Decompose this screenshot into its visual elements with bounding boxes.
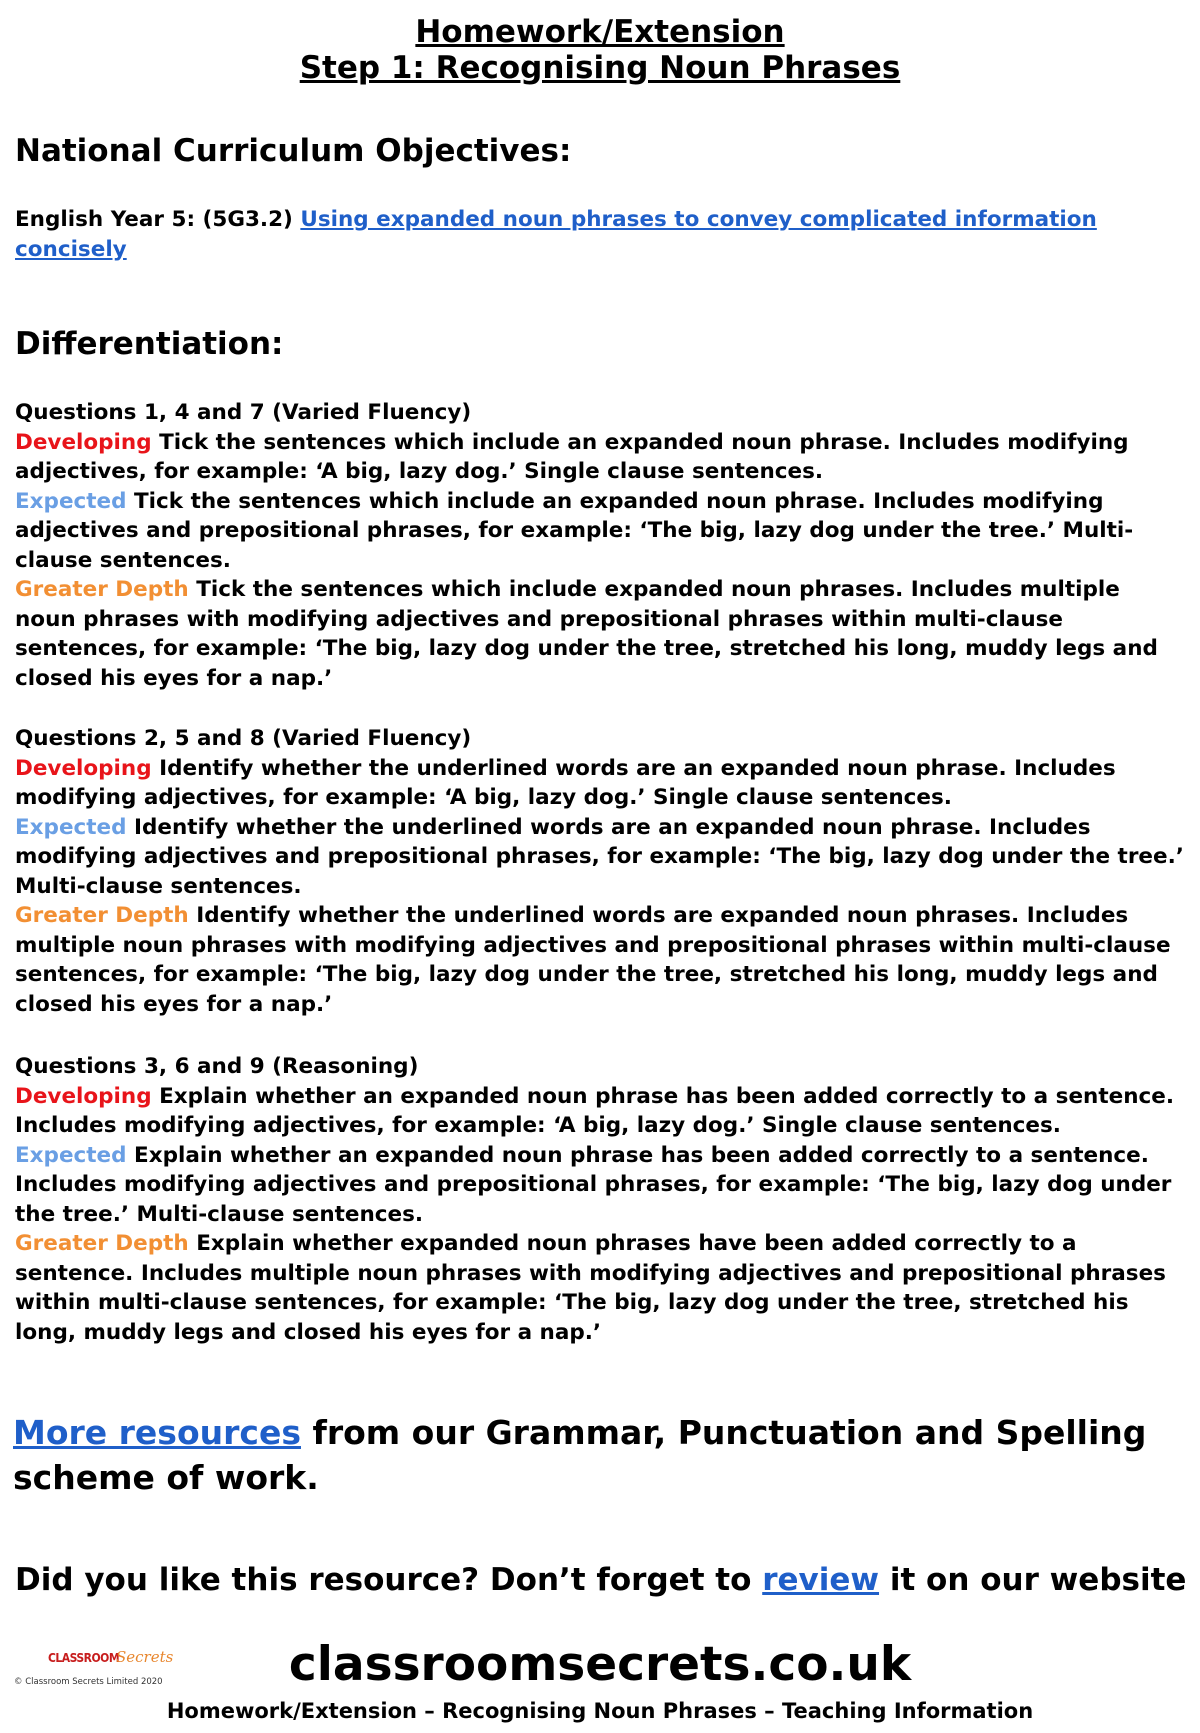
objective-text	[15, 205, 1185, 264]
objective-prefix: English Year 5: (5G3.2)	[15, 207, 301, 232]
more-resources-text: from our Grammar, Punctuation and Spelling scheme of work.	[13, 1413, 1147, 1497]
expected-row	[15, 487, 1187, 576]
site-url: classroomsecrets.co.uk	[288, 1637, 912, 1692]
logo-wordmark: CLASSROOM	[48, 1651, 120, 1665]
review-text-after: it on our website	[879, 1562, 1187, 1598]
question-group-1	[15, 398, 1187, 693]
page-subtitle: Step 1: Recognising Noun Phrases	[299, 50, 901, 86]
review-prompt	[15, 1560, 1195, 1600]
developing-text: Explain whether an expanded noun phrase has been added correctly to a sentence. Includes modifying adjectives, for example: ‘A big, lazy dog.’ Single clause sentences.	[15, 1083, 1174, 1138]
question-group-title: Questions 1, 4 and 7 (Varied Fluency)	[15, 400, 472, 425]
expected-label: Expected	[15, 1142, 127, 1168]
differentiation-heading: Differentiation:	[15, 326, 284, 362]
greater-depth-row	[15, 901, 1187, 1019]
expected-text: Tick the sentences which include an expanded noun phrase. Includes modifying adjectives and prepositional phrases, for example: ‘The big, lazy dog under the tree.’ Multi-clause sentences.	[15, 488, 1134, 573]
question-group-title: Questions 2, 5 and 8 (Varied Fluency)	[15, 726, 472, 751]
expected-text: Explain whether an expanded noun phrase has been added correctly to a sentence. Includes modifying adjectives and prepositional phrases, for example: ‘The big, lazy dog under the tree.’ Multi-clause sentences.	[15, 1142, 1172, 1227]
developing-row	[15, 754, 1187, 813]
developing-row	[15, 1082, 1187, 1141]
review-text-before: Did you like this resource? Don’t forget to	[15, 1562, 763, 1598]
greater-depth-label: Greater Depth	[15, 577, 189, 602]
question-group-3	[15, 1052, 1187, 1347]
objective-link[interactable]: Using expanded noun phrases to convey complicated information concisely	[15, 207, 1097, 262]
page-title: Homework/Extension	[415, 14, 785, 50]
question-group-title: Questions 3, 6 and 9 (Reasoning)	[15, 1054, 419, 1079]
greater-depth-text: Identify whether the underlined words are expanded noun phrases. Includes multiple noun phrases with modifying adjectives and prepositional phrases within multi-clause sentences, for example: ‘The big, lazy dog under the tree, stretched his long, muddy legs and closed his eyes for a nap.’	[15, 903, 1171, 1017]
expected-row	[15, 1141, 1187, 1230]
objectives-heading: National Curriculum Objectives:	[15, 133, 572, 169]
greater-depth-text: Tick the sentences which include expanded noun phrases. Includes multiple noun phrases with modifying adjectives and prepositional phrases within multi-clause sentences, for example: ‘The big, lazy dog under the tree, stretched his long, muddy legs and closed his eyes for a nap.’	[15, 577, 1158, 691]
greater-depth-label: Greater Depth	[15, 903, 189, 928]
developing-text: Tick the sentences which include an expanded noun phrase. Includes modifying adjectives, for example: ‘A big, lazy dog.’ Single clause sentences.	[15, 429, 1129, 484]
greater-depth-label: Greater Depth	[15, 1231, 189, 1256]
developing-label: Developing	[15, 429, 152, 455]
developing-label: Developing	[15, 755, 152, 781]
expected-label: Expected	[15, 814, 127, 840]
more-resources-link[interactable]: More resources	[13, 1413, 301, 1452]
more-resources	[13, 1410, 1183, 1500]
copyright-notice: © Classroom Secrets Limited 2020	[14, 1677, 163, 1687]
developing-text: Identify whether the underlined words are an expanded noun phrase. Includes modifying adjectives, for example: ‘A big, lazy dog.’ Single clause sentences.	[15, 755, 1116, 810]
greater-depth-row	[15, 1229, 1187, 1347]
expected-label: Expected	[15, 488, 127, 514]
developing-label: Developing	[15, 1083, 152, 1109]
review-link[interactable]: review	[762, 1562, 880, 1598]
page-footer: Homework/Extension – Recognising Noun Phrases – Teaching Information	[166, 1699, 1034, 1723]
greater-depth-row	[15, 575, 1187, 693]
developing-row	[15, 428, 1187, 487]
expected-text: Identify whether the underlined words are an expanded noun phrase. Includes modifying adjectives and prepositional phrases, for example: ‘The big, lazy dog under the tree.’ Multi-clause sentences.	[15, 814, 1184, 899]
expected-row	[15, 813, 1187, 902]
greater-depth-text: Explain whether expanded noun phrases have been added correctly to a sentence. Includes multiple noun phrases with modifying adjectives and prepositional phrases within multi-clause sentences, for example: ‘The big, lazy dog under the tree, stretched his long, muddy legs and closed his eyes for a nap.’	[15, 1231, 1166, 1345]
question-group-2	[15, 724, 1187, 1019]
logo-script: Secrets	[116, 1648, 174, 1666]
